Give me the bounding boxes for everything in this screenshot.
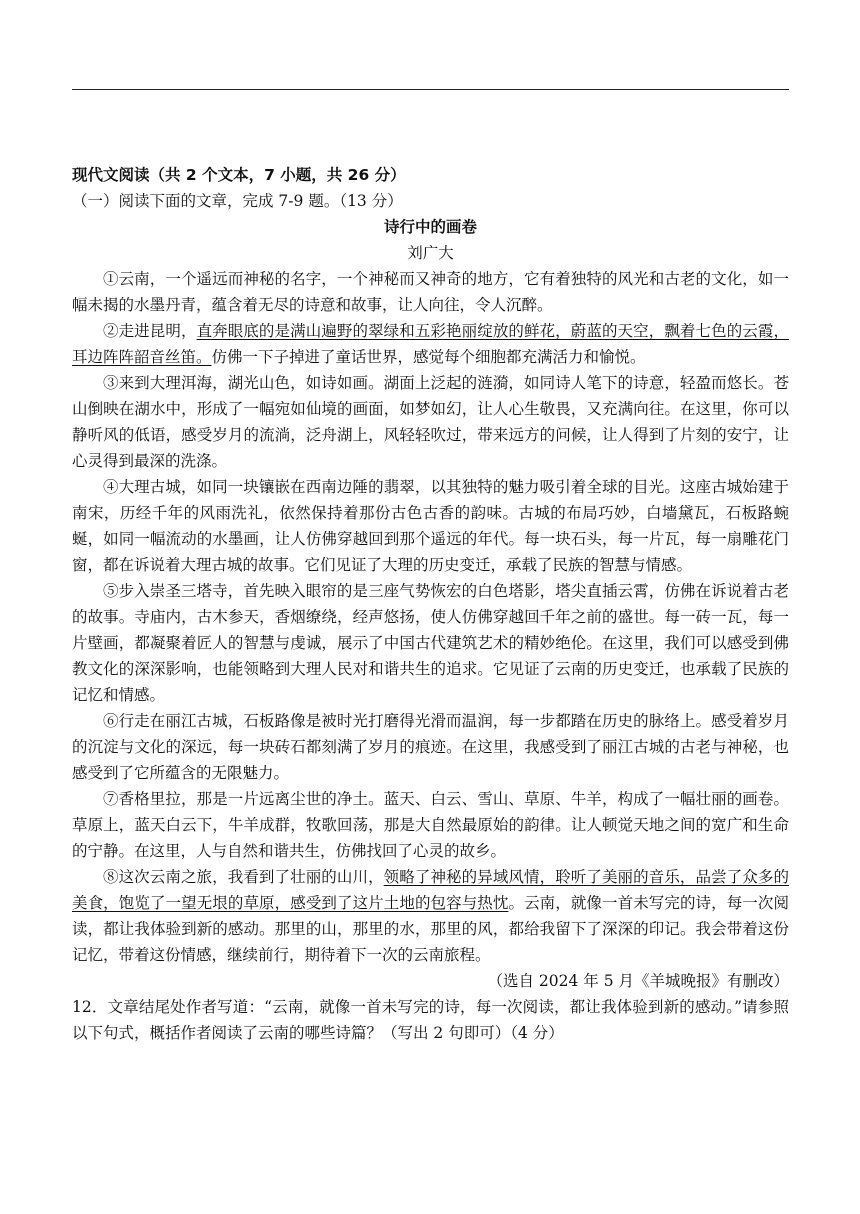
paragraph-5: ⑤步入崇圣三塔寺，首先映入眼帘的是三座气势恢宏的白色塔影，塔尖直插云霄，仿佛在诉说着古老的故事。寺庙内，古木参天，香烟缭绕，经声悠扬，使人仿佛穿越回千年之前的盛世。每一砖一瓦，每一片壁画，都凝聚着匠人的智慧与虔诚，展示了中国古代建筑艺术的精妙绝伦。在这里，我们可以感受到佛教文化的深深影响，也能领略到大理人民对和谐共生的追求。它见证了云南的历史变迁，也承载了民族的记忆和情感。 (72, 582, 789, 704)
paragraph-6: ⑥行走在丽江古城，石板路像是被时光打磨得光滑而温润，每一步都踏在历史的脉络上。感受着岁月的沉淀与文化的深远，每一块砖石都刻满了岁月的痕迹。在这里，我感受到了丽江古城的古老与神秘，也感受到了它所蕴含的无限魅力。 (72, 712, 789, 782)
paragraph-3: ③来到大理洱海，湖光山色，如诗如画。湖面上泛起的涟漪，如同诗人笔下的诗意，轻盈而悠长。苍山倒映在湖水中，形成了一幅宛如仙境的画面，如梦如幻，让人心生敬畏，又充满向往。在这里，你可以静听风的低语，感受岁月的流淌，泛舟湖上，风轻轻吹过，带来远方的问候，让人得到了片刻的安宁，让心灵得到最深的洗涤。 (72, 374, 789, 470)
paragraph-8 (72, 864, 789, 968)
paragraph-1: ①云南，一个遥远而神秘的名字，一个神秘而又神奇的地方，它有着独特的风光和古老的文化，如一幅未揭的水墨丹青，蕴含着无尽的诗意和故事，让人向往，令人沉醉。 (72, 270, 789, 314)
paragraph-8-tail: 。云南，就像一首未写完的诗，每一次阅读，都让我体验到新的感动。那里的山，那里的水，那里的风，都给我留下了深深的印记。我会带着这份记忆，带着这份情感，继续前行，期待着下一次的云南旅程。 (72, 894, 789, 964)
paragraph-2-underlined: 直奔眼底的是满山遍野的翠绿和五彩艳丽绽放的鲜花，蔚蓝的天空，飘着七色的云霞，耳边阵阵韶音丝笛。 (72, 322, 789, 366)
paragraph-2-lead: ②走进昆明， (103, 322, 197, 340)
question-12: 12．文章结尾处作者写道：“云南，就像一首未写完的诗，每一次阅读，都让我体验到新的感动。”请参照以下句式，概括作者阅读了云南的哪些诗篇？（写出 2 句即可）（4 分） (72, 998, 789, 1042)
reading-instruction: （一）阅读下面的文章，完成 7-9 题。（13 分） (72, 192, 403, 210)
article-source: （选自 2024 年 5 月《羊城晚报》有删改） (487, 972, 789, 990)
paragraph-8-lead: ⑧这次云南之旅，我看到了壮丽的山川， (103, 868, 384, 886)
document-body (72, 162, 789, 1046)
article-title: 诗行中的画卷 (383, 218, 477, 236)
paragraph-2 (72, 318, 789, 370)
paragraph-8-underlined: 领略了神秘的异域风情，聆听了美丽的音乐，品尝了众多的美食，饱览了一望无垠的草原，感受到了这片土地的包容与热忱 (72, 868, 789, 912)
paragraph-4: ④大理古城，如同一块镶嵌在西南边陲的翡翠，以其独特的魅力吸引着全球的目光。这座古城始建于南宋，历经千年的风雨洗礼，依然保持着那份古色古香的韵味。古城的布局巧妙，白墙黛瓦，石板路蜿蜒，如同一幅流动的水墨画，让人仿佛穿越回到那个遥远的年代。每一块石头，每一片瓦，每一扇雕花门窗，都在诉说着大理古城的故事。它们见证了大理的历史变迁，承载了民族的智慧与情感。 (72, 478, 789, 574)
paragraph-2-tail: 仿佛一下子掉进了童话世界，感觉每个细胞都充满活力和愉悦。 (211, 348, 646, 366)
paragraph-7: ⑦香格里拉，那是一片远离尘世的净土。蓝天、白云、雪山、草原、牛羊，构成了一幅壮丽的画卷。草原上，蓝天白云下，牛羊成群，牧歌回荡，那是大自然最原始的韵律。让人顿觉天地之间的宽广和生命的宁静。在这里，人与自然和谐共生，仿佛找回了心灵的故乡。 (72, 790, 789, 860)
section-title: 现代文阅读（共 2 个文本，7 小题，共 26 分） (72, 166, 406, 184)
article-author: 刘广大 (407, 244, 454, 262)
header-rule (72, 89, 789, 90)
